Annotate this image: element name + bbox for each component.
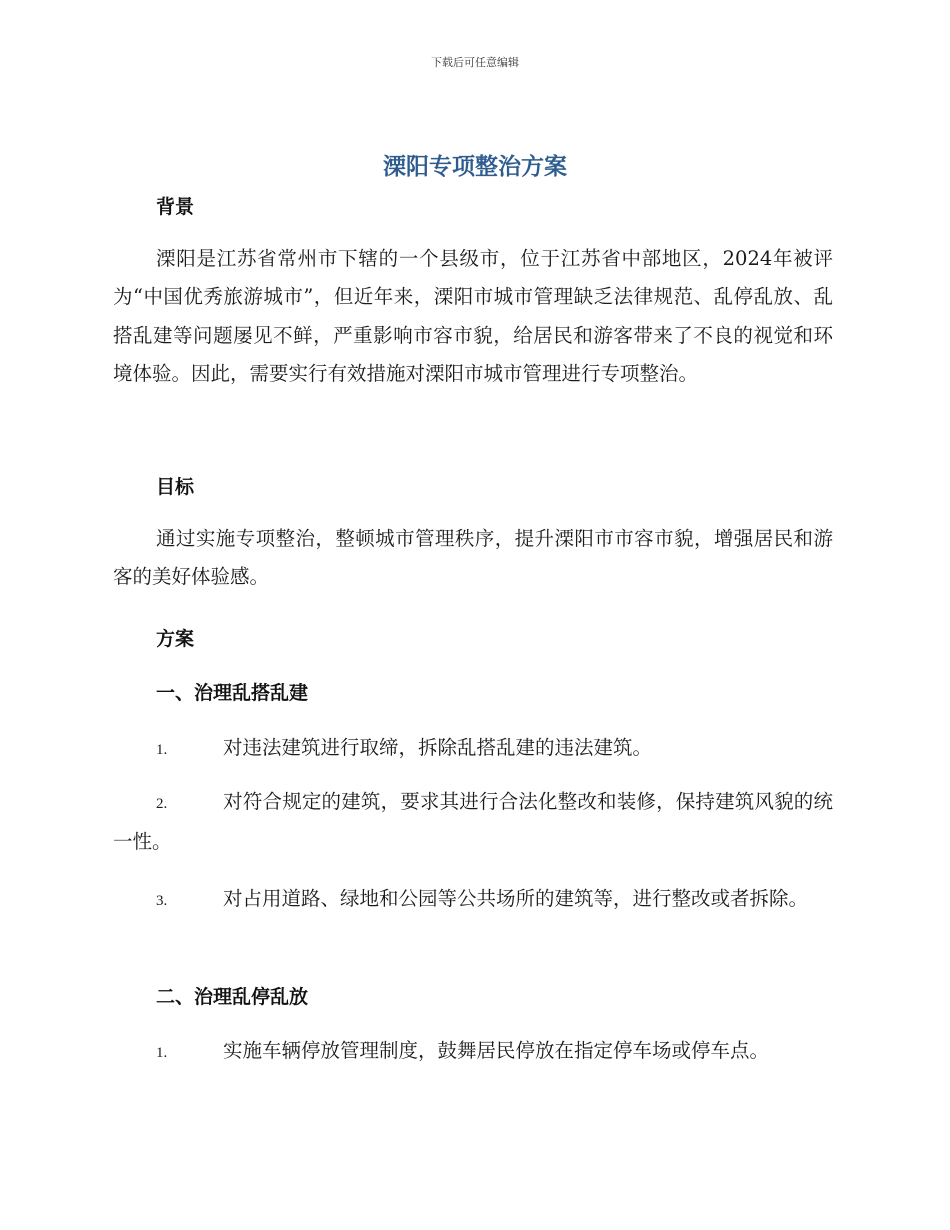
part2-heading: 二、治理乱停乱放	[156, 986, 309, 1008]
header-note: 下载后可任意编辑	[431, 56, 519, 69]
background-paragraph: 溧阳是江苏省常州市下辖的一个县级市，位于江苏省中部地区，2024年被评为“中国优秀旅游城市”，但近年来，溧阳市城市管理缺乏法律规范、乱停乱放、乱搭乱建等问题屡见不鲜，严重影响市容市貌，给居民和游客带来了不良的视觉和环境体验。因此，需要实行有效措施对溧阳市城市管理进行专项整治。	[113, 247, 833, 386]
part1-heading: 一、治理乱搭乱建	[156, 682, 309, 704]
list-item	[113, 783, 833, 862]
plan-heading: 方案	[156, 628, 195, 650]
goal-paragraph: 通过实施专项整治，整顿城市管理秩序，提升溧阳市市容市貌，增强居民和游客的美好体验感。	[113, 527, 833, 589]
list-item	[113, 729, 833, 769]
list-item-number: 3.	[156, 893, 168, 909]
list-item-number: 2.	[156, 796, 168, 812]
list-item-number: 1.	[156, 1045, 168, 1061]
list-item-text: 实施车辆停放管理制度，鼓舞居民停放在指定停车场或停车点。	[223, 1039, 770, 1062]
list-item	[113, 880, 833, 920]
list-item-text: 对违法建筑进行取缔，拆除乱搭乱建的违法建筑。	[223, 736, 653, 759]
list-item	[113, 1032, 833, 1072]
list-item-text: 对符合规定的建筑，要求其进行合法化整改和装修，保持建筑风貌的统一性。	[113, 790, 833, 854]
goal-heading: 目标	[156, 476, 195, 498]
list-item-number: 1.	[156, 742, 168, 758]
background-heading: 背景	[156, 196, 195, 218]
document-title: 溧阳专项整治方案	[383, 154, 567, 180]
list-item-text: 对占用道路、绿地和公园等公共场所的建筑等，进行整改或者拆除。	[223, 887, 809, 910]
